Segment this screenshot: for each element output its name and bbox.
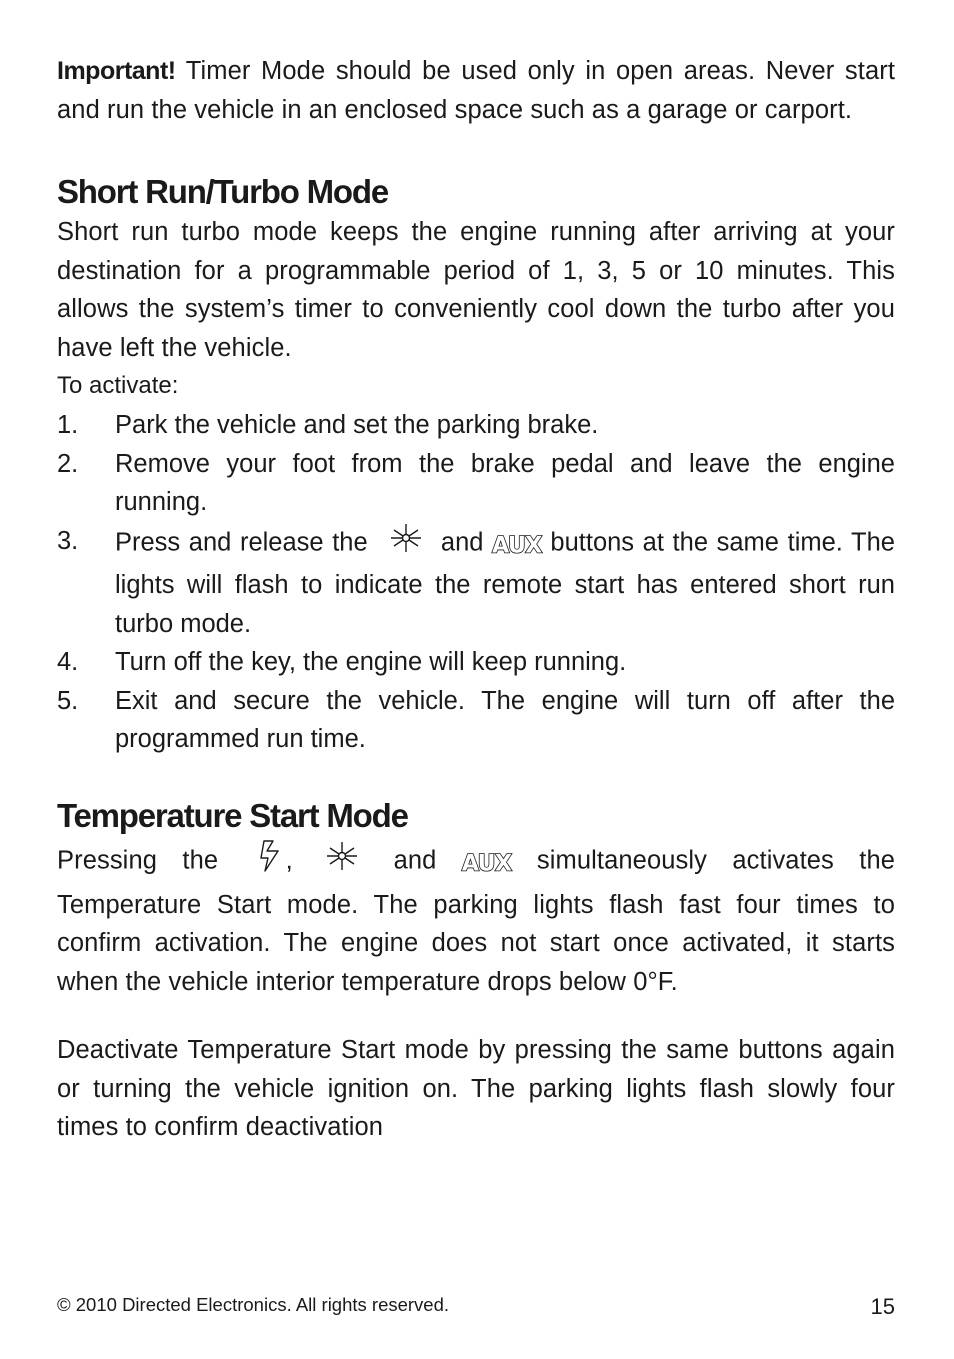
short-run-intro: Short run turbo mode keeps the engine running after arriving at your destination for a programmable period of 1, 3, 5 or 10 minutes. This allows the system’s timer to conveniently cool down the turbo after you have left the vehicle. — [57, 218, 895, 362]
footer-copyright: © 2010 Directed Electronics. All rights reserved. — [57, 1294, 450, 1315]
remote-start-icon — [256, 838, 286, 886]
step-5: 5. Exit and secure the vehicle. The engine will turn off after the programmed run time. — [57, 686, 895, 754]
important-paragraph — [57, 52, 895, 129]
snowflake-start-icon — [322, 840, 362, 884]
step-4: 4. Turn off the key, the engine will keep running. — [57, 648, 627, 677]
snowflake-start-icon — [386, 522, 426, 566]
temperature-paragraph-2: Deactivate Temperature Start mode by pressing the same buttons again or turning the vehicle ignition on. The parking lights flash slowly four times to confirm deactivation — [57, 1036, 895, 1142]
step-2: 2. Remove your foot from the brake pedal and leave the engine running. — [57, 449, 895, 517]
activation-steps — [57, 406, 895, 759]
important-lead: Important! — [57, 57, 176, 85]
section-heading-temperature: Temperature Start Mode — [57, 797, 408, 834]
important-text: Timer Mode should be used only in open areas. Never start and run the vehicle in an enclosed space such as a garage or carport. — [57, 57, 895, 124]
page-number: 15 — [870, 1294, 895, 1319]
step-1: 1. Park the vehicle and set the parking brake. — [57, 411, 599, 439]
aux-button-icon: AUX — [461, 851, 512, 877]
section-heading-short-run: Short Run/Turbo Mode — [57, 173, 388, 210]
step-3: 3. Press and release the and AUX buttons at the same time. The lights will flash to indicate the remote start has entered short run turbo mode. — [57, 522, 895, 643]
aux-button-icon: AUX — [492, 533, 542, 559]
activate-label: To activate: — [57, 372, 179, 399]
temperature-paragraph-1: Pressing the , and AUX simultaneously activates the Temperature Start mode. The parking lights flash fast four times to confirm activation. The engine does not start once activated, it starts when the vehicle interior temperature drops below 0°F. — [57, 838, 895, 1001]
